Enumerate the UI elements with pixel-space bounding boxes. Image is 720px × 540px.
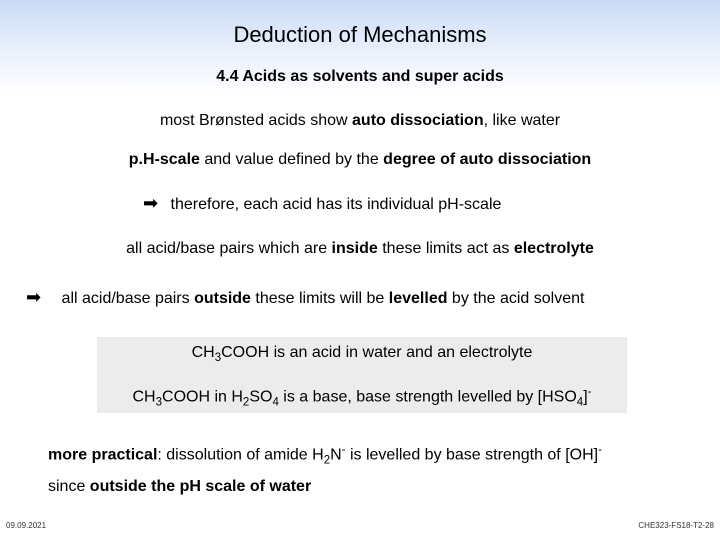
box-row2-part-c: SO <box>249 388 273 406</box>
box-row-acid-in-water <box>97 344 627 364</box>
text-line-ph-scale <box>0 151 720 169</box>
text-line-bronsted <box>0 112 720 130</box>
highlight-box <box>97 337 627 413</box>
box-row1-sub: 3 <box>214 352 222 365</box>
line4-emphasis-electrolyte: electrolyte <box>513 240 594 257</box>
box-row1-part-a: CH <box>191 344 215 361</box>
box-row2-sup: - <box>587 386 592 398</box>
box-row2-sub1: 3 <box>155 396 163 409</box>
line4-part-c: these limits act as <box>377 240 514 257</box>
box-row2-sub4: 4 <box>576 396 584 409</box>
text-line-more-practical <box>48 444 602 466</box>
right-arrow-icon: ➡ <box>143 193 159 213</box>
text-line-inside-limits <box>0 240 720 258</box>
line1-part-c: , like water <box>483 112 561 129</box>
line6-sup2: - <box>598 444 602 456</box>
line5-emphasis-levelled: levelled <box>388 290 448 307</box>
line7-emphasis: outside the pH scale of water <box>89 478 312 495</box>
line2-emphasis-degree: degree of auto dissociation <box>383 151 592 168</box>
right-arrow-icon: ➡ <box>26 287 42 307</box>
line6-sup1: - <box>341 444 346 456</box>
line4-emphasis-inside: inside <box>331 240 378 257</box>
box-row2-sub2: 2 <box>242 396 250 409</box>
line6-sub: 2 <box>323 454 331 467</box>
line4-part-a: all acid/base pairs which are <box>126 240 332 257</box>
line3-text: therefore, each acid has its individual pH-scale <box>170 196 502 213</box>
text-line-since-outside <box>48 478 311 496</box>
line2-part-b: and value defined by the <box>199 151 384 168</box>
line5-part-c: these limits will be <box>250 290 389 307</box>
line6-part-b: : dissolution of amide H <box>157 446 324 464</box>
line6-part-d: is levelled by base strength of [OH] <box>345 446 599 464</box>
slide-subtitle: 4.4 Acids as solvents and super acids <box>216 68 504 85</box>
line7-part-a: since <box>48 478 90 495</box>
slide-title: Deduction of Mechanisms <box>233 22 487 47</box>
box-row1-part-b: COOH is an acid in water and an electrolyte <box>221 344 533 361</box>
line1-part-a: most Brønsted acids show <box>159 112 353 129</box>
line5-emphasis-outside: outside <box>194 290 251 307</box>
line1-emphasis: auto dissociation <box>352 112 484 129</box>
text-line-outside-limits <box>26 288 584 308</box>
box-row2-part-d: is a base, base strength levelled by [HSO <box>278 388 577 406</box>
line5-part-a: all acid/base pairs <box>61 290 195 307</box>
footer-date: 09.09.2021 <box>6 521 47 530</box>
footer-slide-code: CHE323-FS18-T2-28 <box>638 521 714 530</box>
text-line-therefore <box>143 194 501 214</box>
line6-emphasis: more practical <box>48 446 158 464</box>
box-row2-part-e: ] <box>583 388 588 406</box>
box-row-base-in-h2so4 <box>97 386 627 408</box>
box-row2-sub3: 4 <box>272 396 279 409</box>
line2-emphasis-ph: p.H-scale <box>128 151 200 168</box>
box-row2-part-b: COOH in H <box>162 388 243 406</box>
line5-part-e: by the acid solvent <box>447 290 585 307</box>
line6-part-c: N <box>330 446 342 464</box>
box-row2-part-a: CH <box>132 388 156 406</box>
